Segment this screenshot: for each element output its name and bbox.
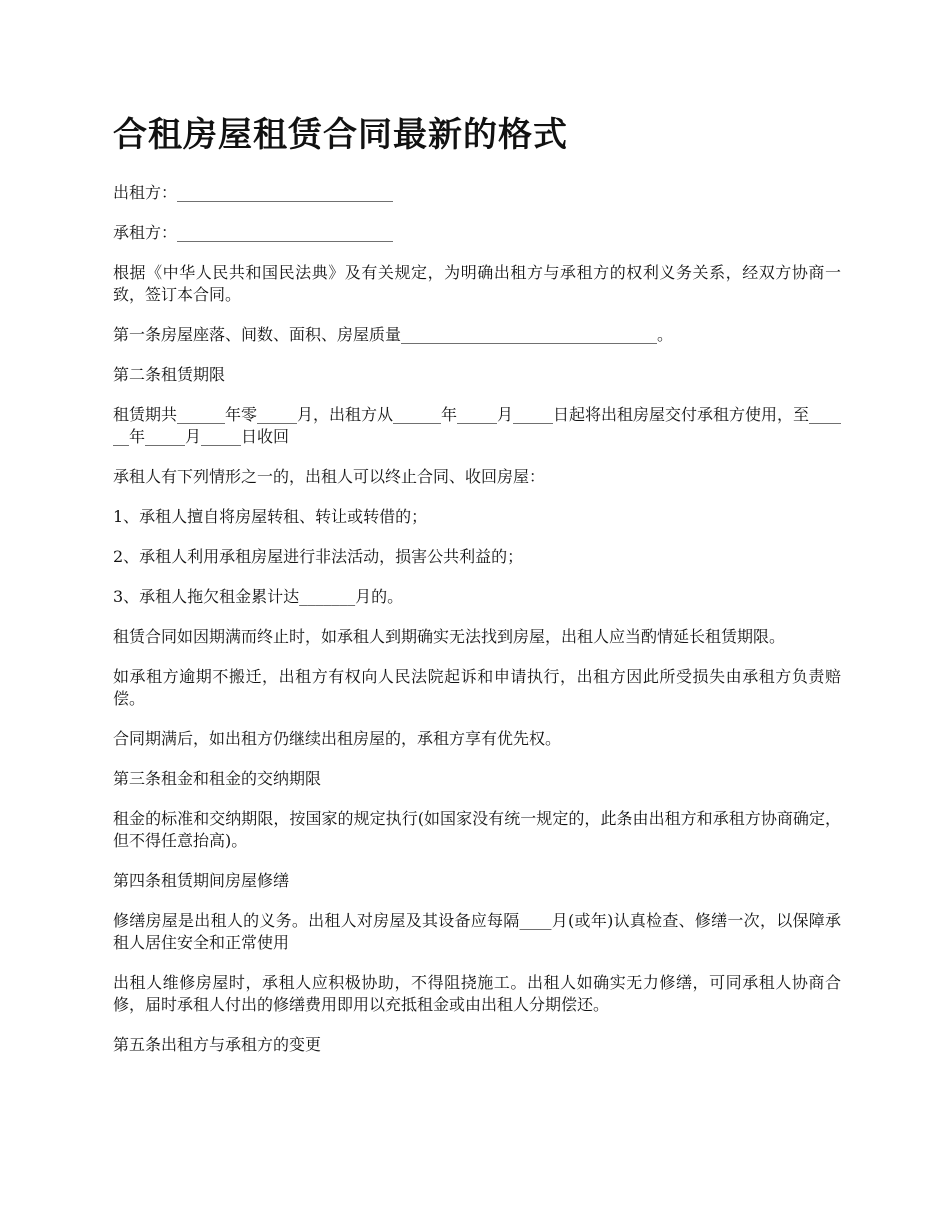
overdue-move-paragraph: 如承租方逾期不搬迁，出租方有权向人民法院起诉和申请执行，出租方因此所受损失由承租方负责赔偿。 — [113, 667, 841, 708]
document-title: 合租房屋租赁合同最新的格式 — [113, 115, 568, 155]
article-5-heading: 第五条出租方与承租方的变更 — [113, 1035, 322, 1054]
condition-item-3: 3、承租人拖欠租金累计达_______月的。 — [113, 587, 404, 606]
priority-right-paragraph: 合同期满后，如出租方仍继续出租房屋的，承租方享有优先权。 — [113, 729, 562, 748]
rent-standard-paragraph: 租金的标准和交纳期限，按国家的规定执行(如国家没有统一规定的，此条由出租方和承租方协商确定，但不得任意抬高)。 — [113, 809, 841, 850]
expiry-extension-paragraph: 租赁合同如因期满而终止时，如承租人到期确实无法找到房屋，出租人应当酌情延长租赁期限。 — [113, 627, 786, 646]
lease-term-paragraph: 租赁期共______年零_____月，出租方从______年_____月_____日起将出租房屋交付承租方使用，至______年_____月_____日收回 — [113, 405, 842, 446]
repair-cooperation-paragraph: 出租人维修房屋时，承租人应积极协助，不得阻挠施工。出租人如确实无力修缮，可同承租人协商合修，届时承租人付出的修缮费用即用以充抵租金或由出租人分期偿还。 — [113, 973, 841, 1014]
article-1-heading: 第一条房屋座落、间数、面积、房屋质量________________________________。 — [113, 325, 674, 344]
condition-item-1: 1、承租人擅自将房屋转租、转让或转借的； — [113, 507, 428, 526]
article-3-heading: 第三条租金和租金的交纳期限 — [113, 769, 322, 788]
lessee-line: 承租方：___________________________ — [113, 223, 394, 242]
document-page — [113, 112, 841, 1074]
article-4-heading: 第四条租赁期间房屋修缮 — [113, 871, 290, 890]
termination-conditions-paragraph: 承租人有下列情形之一的，出租人可以终止合同、收回房屋： — [113, 467, 546, 486]
lessor-line: 出租方：___________________________ — [113, 183, 394, 202]
article-2-heading: 第二条租赁期限 — [113, 365, 226, 384]
repair-duty-paragraph: 修缮房屋是出租人的义务。出租人对房屋及其设备应每隔____月(或年)认真检查、修缮一次，以保障承租人居住安全和正常使用 — [113, 911, 841, 952]
preamble-paragraph: 根据《中华人民共和国民法典》及有关规定，为明确出租方与承租方的权利义务关系，经双方协商一致，签订本合同。 — [113, 263, 841, 304]
condition-item-2: 2、承租人利用承租房屋进行非法活动，损害公共利益的； — [113, 547, 524, 566]
